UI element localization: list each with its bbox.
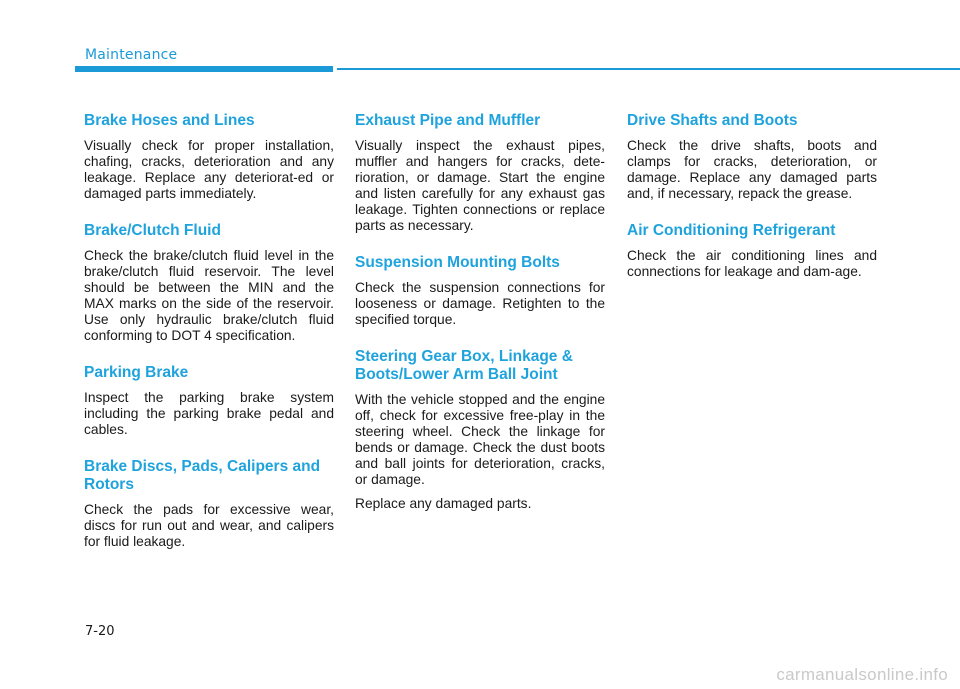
section-heading: Drive Shafts and Boots [627, 112, 798, 129]
section-heading: Brake/Clutch Fluid [84, 222, 221, 239]
header-title: Maintenance [85, 47, 178, 63]
section-heading: Exhaust Pipe and Muffler [355, 112, 541, 129]
section-heading: Air Conditioning Refrigerant [627, 222, 836, 239]
section-brake-discs [84, 458, 334, 550]
section-paragraph: Check the suspension connections for looseness or damage. Retighten to the specified torque. [355, 280, 605, 327]
section-brake-clutch-fluid [84, 222, 334, 344]
section-heading: Brake Hoses and Lines [84, 112, 255, 129]
content-column-1 [84, 112, 334, 570]
section-drive-shafts [627, 112, 877, 202]
section-ac-refrigerant [627, 222, 877, 280]
section-heading: Steering Gear Box, Linkage & Boots/Lower Arm Ball Joint [355, 348, 573, 383]
section-paragraph: Visually inspect the exhaust pipes, muffler and hangers for cracks, dete-rioration, or damage. Start the engine and listen carefully for any exhaust gas leakage. Tighten connections or replace parts as necessary. [355, 138, 605, 233]
section-exhaust-pipe [355, 112, 605, 234]
watermark: carmanualsonline.info [776, 665, 948, 684]
section-heading: Parking Brake [84, 364, 189, 381]
section-heading: Suspension Mounting Bolts [355, 254, 560, 271]
page-number: 7-20 [85, 624, 115, 639]
content-column-3 [627, 112, 877, 300]
section-paragraph: Replace any damaged parts. [355, 496, 532, 511]
section-steering-gear [355, 348, 605, 512]
section-heading: Brake Discs, Pads, Calipers and Rotors [84, 458, 321, 493]
section-paragraph: Check the pads for excessive wear, discs for run out and wear, and calipers for fluid leakage. [84, 502, 334, 549]
section-paragraph: Inspect the parking brake system including the parking brake pedal and cables. [84, 390, 334, 437]
section-paragraph: Check the air conditioning lines and connections for leakage and dam-age. [627, 248, 877, 279]
content-column-2 [355, 112, 605, 532]
section-suspension-bolts [355, 254, 605, 328]
section-paragraph: Visually check for proper installation, chafing, cracks, deterioration and any leakage. Replace any deteriorat-ed or damaged parts immediately. [84, 138, 334, 201]
section-paragraph: Check the drive shafts, boots and clamps for cracks, deterioration, or damage. Replace any damaged parts and, if necessary, repack the grease. [627, 138, 877, 201]
header-bar-left [75, 66, 333, 72]
section-brake-hoses [84, 112, 334, 202]
header-bar-right [337, 68, 960, 70]
section-parking-brake [84, 364, 334, 438]
section-paragraph: Check the brake/clutch fluid level in the brake/clutch fluid reservoir. The level should be between the MIN and the MAX marks on the side of the reservoir. Use only hydraulic brake/clutch fluid conforming to DOT 4 specification. [84, 248, 334, 343]
section-paragraph: With the vehicle stopped and the engine off, check for excessive free-play in the steering wheel. Check the linkage for bends or damage. Check the dust boots and ball joints for deterioration, cracks, or damage. [355, 392, 605, 487]
